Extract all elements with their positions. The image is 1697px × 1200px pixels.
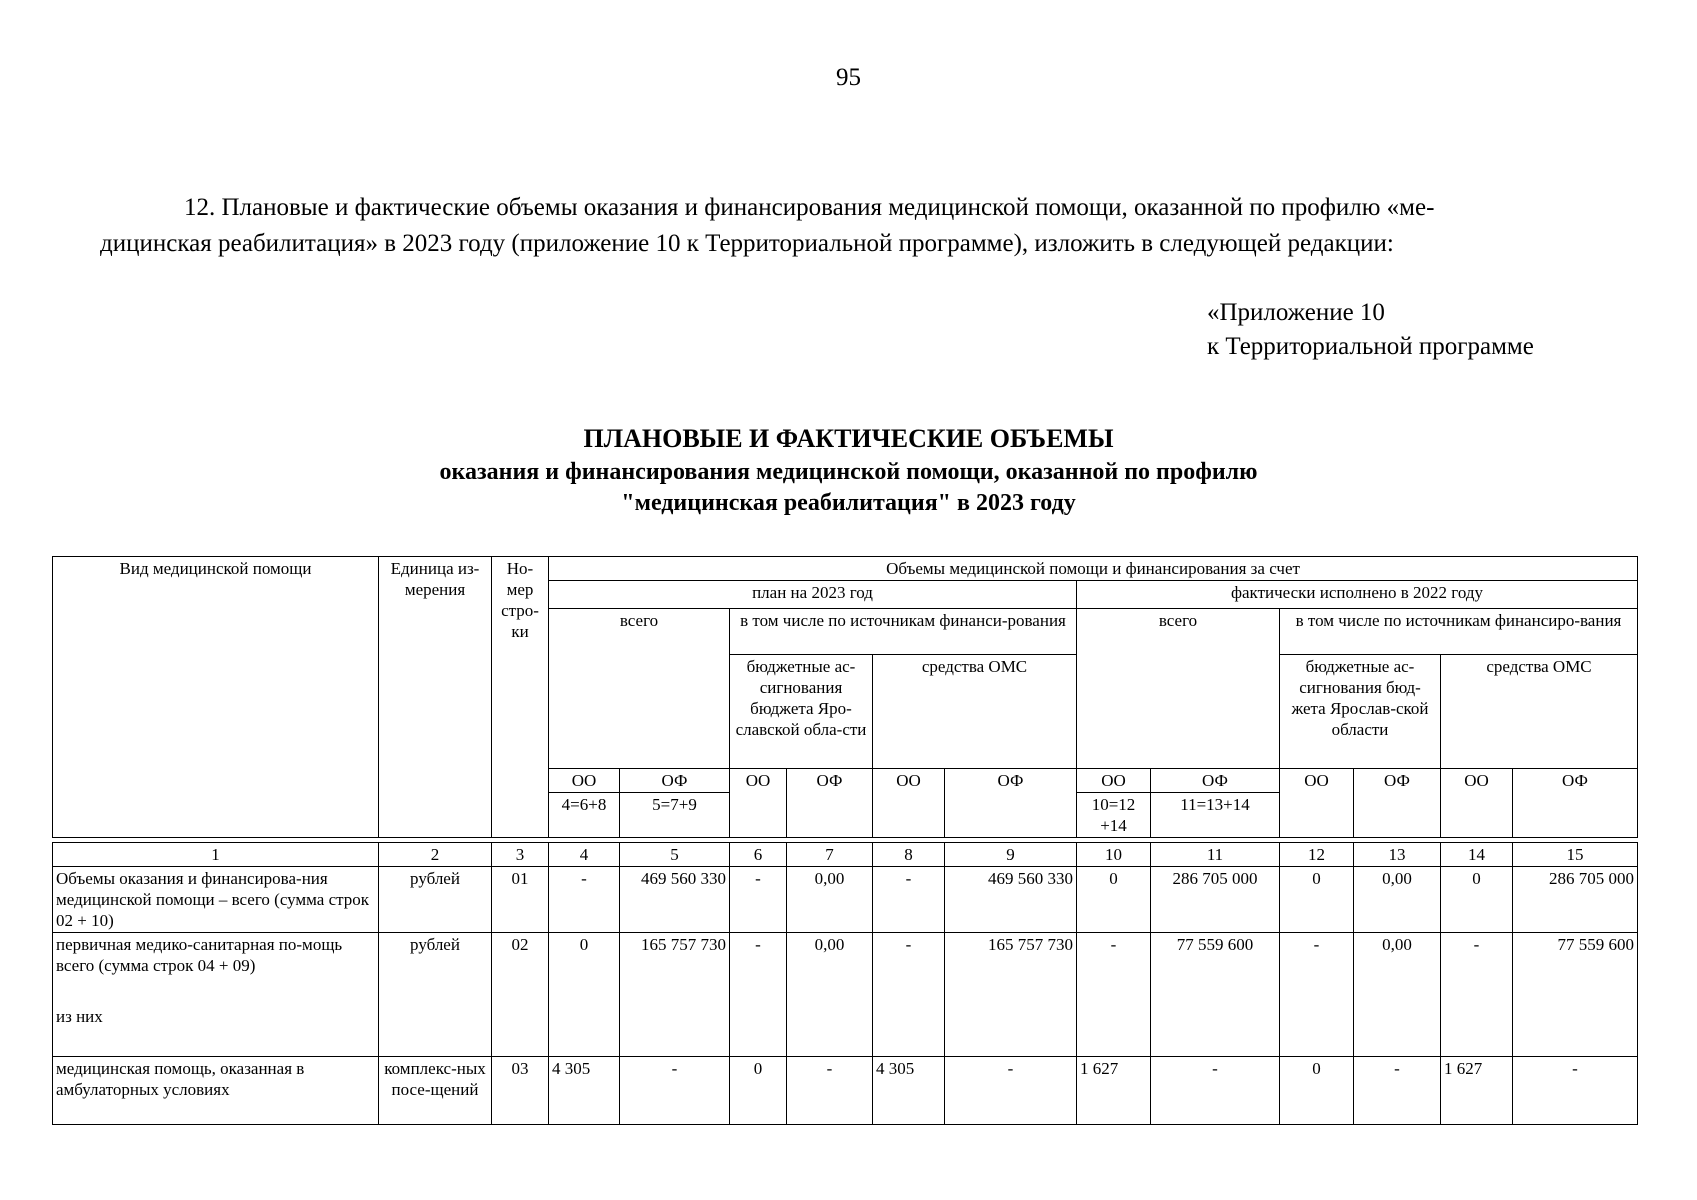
cell-value: 0,00 [787,867,873,933]
intro-line-1: 12. Плановые и фактические объемы оказания и финансирования медицинской помощи, оказанной по профилю «ме- [184,194,1435,221]
header-fact-budget: бюджетные ас-сигнования бюд-жета Ярослав-ской области [1280,655,1441,769]
header-oo: ОО [873,769,945,838]
cell-value: 469 560 330 [620,867,730,933]
cell-value: 1 627 [1441,1057,1513,1125]
table-row [53,1057,1638,1125]
row-number: 01 [492,867,549,933]
cell-value: - [873,867,945,933]
row-name [53,933,379,1057]
header-fact: фактически исполнено в 2022 году [1077,581,1638,609]
header-plan-oms: средства ОМС [873,655,1077,769]
column-number: 15 [1513,843,1638,867]
header-of: ОФ [787,769,873,838]
cell-value: 469 560 330 [945,867,1077,933]
header-formula-4: 4=6+8 [549,793,620,838]
row-unit: комплекс-ных посе-щений [379,1057,492,1125]
page-number: 95 [836,64,861,91]
header-oo: ОО [1280,769,1354,838]
cell-value: - [730,867,787,933]
cell-value: 0,00 [787,933,873,1057]
column-number: 11 [1151,843,1280,867]
header-plan-budget: бюджетные ас-сигнования бюджета Яро-славской обла-сти [730,655,873,769]
cell-value: - [1077,933,1151,1057]
table-row [53,867,1638,933]
column-number: 14 [1441,843,1513,867]
column-numbers-row [53,843,1638,867]
cell-value: 0,00 [1354,867,1441,933]
document-subtitle-1: оказания и финансирования медицинской помощи, оказанной по профилю [439,459,1258,485]
cell-value: - [730,933,787,1057]
header-volumes: Объемы медицинской помощи и финансирования за счет [549,557,1638,581]
cell-value: 286 705 000 [1513,867,1638,933]
cell-value: - [1513,1057,1638,1125]
table-row [53,933,1638,1057]
row-name: медицинская помощь, оказанная в амбулаторных условиях [53,1057,379,1125]
header-type: Вид медицинской помощи [53,557,379,838]
column-number: 12 [1280,843,1354,867]
header-of: ОФ [1513,769,1638,838]
cell-value: 0 [1280,1057,1354,1125]
header-plan-sources: в том числе по источникам финанси-рования [730,609,1077,655]
column-number: 2 [379,843,492,867]
header-fact-total: всего [1077,609,1280,769]
cell-value: - [1354,1057,1441,1125]
header-of: ОФ [1354,769,1441,838]
cell-value: 0 [1441,867,1513,933]
row-number: 02 [492,933,549,1057]
column-number: 1 [53,843,379,867]
cell-value: 0 [730,1057,787,1125]
header-of: ОФ [945,769,1077,838]
header-oo: ОО [1077,769,1151,793]
cell-value: 0 [1280,867,1354,933]
intro-line-2: дицинская реабилитация» в 2023 году (приложение 10 к Территориальной программе), изложить в следующей редакции: [100,230,1394,257]
cell-value: 0 [1077,867,1151,933]
header-fact-sources: в том числе по источникам финансиро-вания [1280,609,1638,655]
column-number: 13 [1354,843,1441,867]
cell-value: - [620,1057,730,1125]
header-plan-total: всего [549,609,730,769]
cell-value: 165 757 730 [620,933,730,1057]
row-unit: рублей [379,867,492,933]
cell-value: 286 705 000 [1151,867,1280,933]
cell-value: - [1151,1057,1280,1125]
header-plan: план на 2023 год [549,581,1077,609]
volumes-table [52,556,1638,1125]
cell-value: 4 305 [873,1057,945,1125]
column-number: 6 [730,843,787,867]
header-oo: ОО [730,769,787,838]
row-name: Объемы оказания и финансирова-ния медицинской помощи – всего (сумма строк 02 + 10) [53,867,379,933]
header-formula-11: 11=13+14 [1151,793,1280,838]
appendix-note [1207,296,1534,364]
column-number: 3 [492,843,549,867]
header-unit: Единица из-мерения [379,557,492,838]
row-name-text: первичная медико-санитарная по-мощь всего (сумма строк 04 + 09) [56,935,343,975]
cell-value: - [945,1057,1077,1125]
cell-value: 0 [549,933,620,1057]
column-number: 4 [549,843,620,867]
row-unit: рублей [379,933,492,1057]
cell-value: 0,00 [1354,933,1441,1057]
cell-value: - [1441,933,1513,1057]
column-number: 8 [873,843,945,867]
row-number: 03 [492,1057,549,1125]
header-formula-5: 5=7+9 [620,793,730,838]
cell-value: 77 559 600 [1151,933,1280,1057]
cell-value: 165 757 730 [945,933,1077,1057]
header-oo: ОО [549,769,620,793]
header-of: ОФ [1151,769,1280,793]
document-title: ПЛАНОВЫЕ И ФАКТИЧЕСКИЕ ОБЪЕМЫ [583,424,1114,453]
column-number: 7 [787,843,873,867]
cell-value: - [1280,933,1354,1057]
row-name-extra: из них [56,1007,103,1026]
appendix-line-2: к Территориальной программе [1207,333,1534,360]
cell-value: 77 559 600 [1513,933,1638,1057]
cell-value: 4 305 [549,1057,620,1125]
cell-value: - [549,867,620,933]
header-of: ОФ [620,769,730,793]
column-number: 9 [945,843,1077,867]
header-formula-10: 10=12 +14 [1077,793,1151,838]
intro-paragraph [100,190,1600,262]
document-subtitle-2: "медицинская реабилитация" в 2023 году [621,490,1076,516]
cell-value: 1 627 [1077,1057,1151,1125]
cell-value: - [873,933,945,1057]
appendix-line-1: «Приложение 10 [1207,299,1385,326]
header-row-number: Но-мер стро-ки [492,557,549,838]
cell-value: - [787,1057,873,1125]
header-fact-oms: средства ОМС [1441,655,1638,769]
column-number: 10 [1077,843,1151,867]
header-oo: ОО [1441,769,1513,838]
column-number: 5 [620,843,730,867]
